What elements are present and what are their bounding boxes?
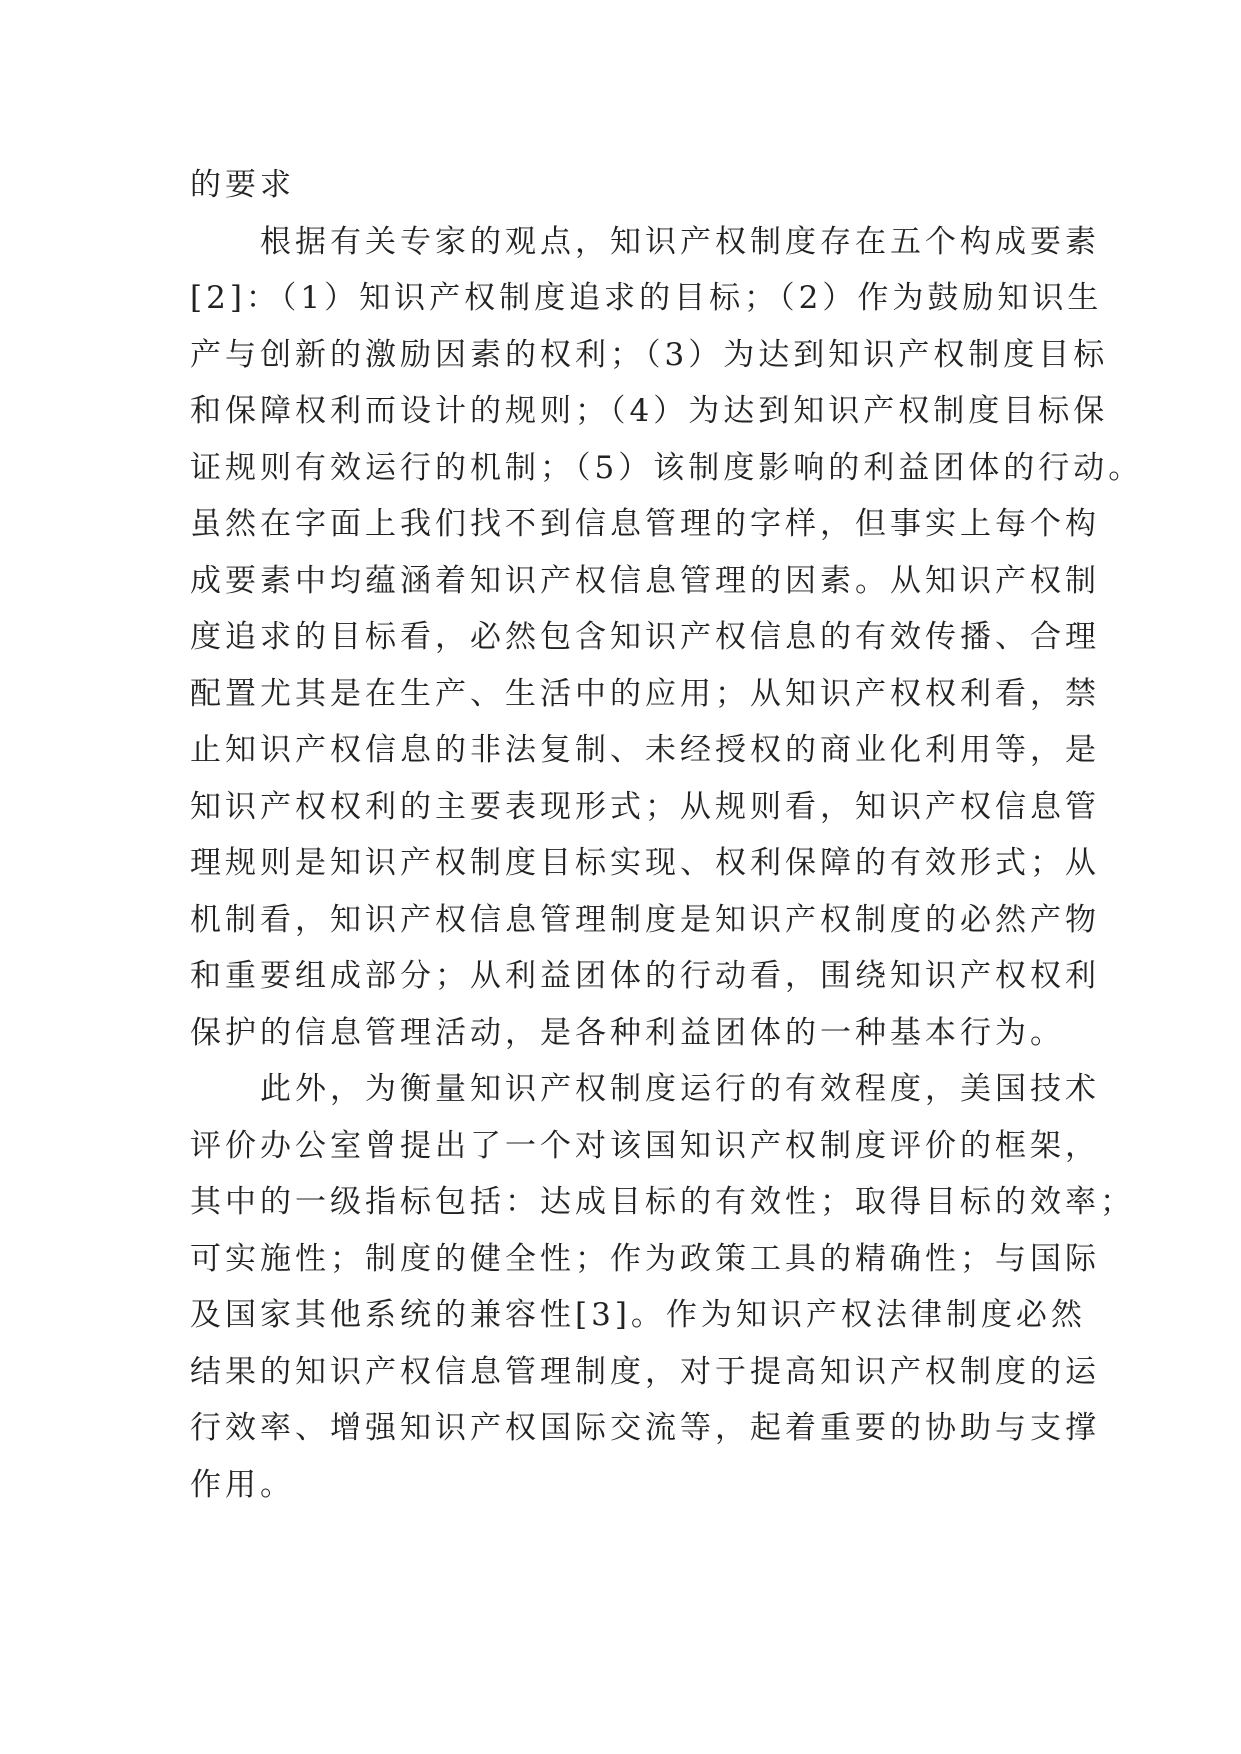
text-line: 度追求的目标看，必然包含知识产权信息的有效传播、合理: [190, 619, 1100, 655]
text-line: 的要求: [190, 167, 295, 203]
text-line: 行效率、增强知识产权国际交流等，起着重要的协助与支撑: [190, 1410, 1100, 1446]
text-line: 止知识产权信息的非法复制、未经授权的商业化利用等，是: [190, 732, 1100, 768]
text-line: 作用。: [190, 1466, 295, 1503]
text-line: 和重要组成部分；从利益团体的行动看，围绕知识产权权利: [190, 958, 1100, 994]
text-line: [2]：（1）知识产权制度追求的目标；（2）作为鼓励知识生: [190, 280, 1103, 316]
text-line: 产与创新的激励因素的权利；（3）为达到知识产权制度目标: [190, 336, 1109, 373]
text-line: 配置尤其是在生产、生活中的应用；从知识产权权利看，禁: [190, 675, 1100, 712]
paragraph-1: [190, 157, 1070, 214]
document-body: [190, 157, 1144, 1513]
paragraph-2: [190, 214, 1144, 1062]
text-line: 及国家其他系统的兼容性[3]。作为知识产权法律制度必然: [190, 1297, 1086, 1333]
text-line: 评价办公室曾提出了一个对该国知识产权制度评价的框架，: [190, 1127, 1100, 1164]
text-line: 虽然在字面上我们找不到信息管理的字样，但事实上每个构: [190, 506, 1100, 542]
paragraph-3: [190, 1061, 1135, 1513]
text-line: 根据有关专家的观点，知识产权制度存在五个构成要素: [190, 223, 1100, 260]
text-line: 理规则是知识产权制度目标实现、权利保障的有效形式；从: [190, 845, 1100, 881]
text-line: 成要素中均蕴涵着知识产权信息管理的因素。从知识产权制: [190, 562, 1100, 599]
text-line: 其中的一级指标包括：达成目标的有效性；取得目标的效率；: [190, 1184, 1135, 1220]
text-line: 保护的信息管理活动，是各种利益团体的一种基本行为。: [190, 1014, 1065, 1051]
text-line: 和保障权利而设计的规则；（4）为达到知识产权制度目标保: [190, 393, 1109, 429]
text-line: 知识产权权利的主要表现形式；从规则看，知识产权信息管: [190, 788, 1100, 825]
text-line: 结果的知识产权信息管理制度，对于提高知识产权制度的运: [190, 1353, 1100, 1390]
text-line: 可实施性；制度的健全性；作为政策工具的精确性；与国际: [190, 1240, 1100, 1277]
text-line: 机制看，知识产权信息管理制度是知识产权制度的必然产物: [190, 901, 1100, 938]
text-line: 证规则有效运行的机制；（5）该制度影响的利益团体的行动。: [190, 449, 1144, 486]
text-line: 此外，为衡量知识产权制度运行的有效程度，美国技术: [190, 1071, 1100, 1107]
